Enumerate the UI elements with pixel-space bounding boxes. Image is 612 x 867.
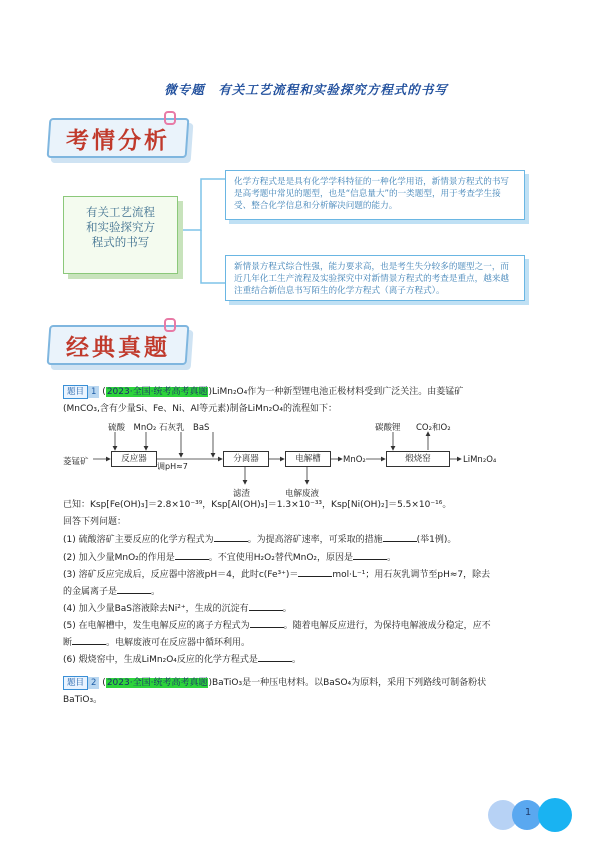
topic-box [63, 196, 178, 274]
q1-item-4: (4) 加入少量BaS溶液除去Ni²⁺，生成的沉淀有 。 [63, 601, 563, 618]
flow-separator-box: 分离器 [223, 451, 269, 467]
page-title: 微专题 有关工艺流程和实验探究方程式的书写 [164, 82, 448, 97]
q1-item-1: (1) 硫酸溶矿主要反应的化学方程式为 。为提高溶矿速率，可采取的措施 (举1例)。 [63, 532, 563, 549]
answer-blank[interactable] [175, 550, 209, 560]
flow-mno2: MnO₂ [343, 455, 366, 465]
q1-intro-line1: LiMn₂O₄作为一种新型锂电池正极材料受到广泛关注。由菱锰矿 [211, 387, 464, 397]
flow-start: 菱锰矿 [63, 457, 89, 467]
q1-item-3: (3) 溶矿反应完成后，反应器中溶液pH＝4，此时c(Fe³⁺)＝ mol·L⁻¹；用石灰乳调节至pH≈7，除去 [63, 567, 563, 584]
q1-intro: 题目 1 (2023·全国·统考高考真题)LiMn₂O₄作为一种新型锂电池正极材料受到广泛关注。由菱锰矿 [63, 384, 563, 401]
topic-line: 程式的书写 [91, 235, 150, 249]
flow-reactor-box: 反应器 [111, 451, 157, 467]
answer-blank[interactable] [72, 635, 106, 645]
q1-item-3-line2: 的金属离子是 。 [63, 584, 563, 601]
q1-item-2: (2) 加入少量MnO₂的作用是 。不宜使用H₂O₂替代MnO₂，原因是 。 [63, 550, 563, 567]
q1-answer-prompt: 回答下列问题： [63, 517, 127, 527]
analysis-point-2: 新情景方程式综合性强，能力要求高，也是考生失分较多的题型之一，而近几年化工生产流程及实验探究中对新情景方程式的考查是重点，越来越注重结合新信息书写陌生的化学方程式（离子方程式）。 [225, 255, 525, 301]
flow-waste: 电解废液 [285, 489, 320, 499]
flow-residue: 滤渣 [233, 489, 251, 499]
flow-product: LiMn₂O₄ [463, 455, 497, 465]
q2-intro-line2: BaTiO₃。 [63, 695, 103, 705]
page-number-badge [488, 798, 578, 832]
answer-blank[interactable] [249, 601, 283, 611]
topic-line: 和实验探究方 [86, 220, 155, 234]
answer-blank[interactable] [250, 618, 284, 628]
flow-cell-box: 电解槽 [285, 451, 331, 467]
paperclip-icon [162, 110, 178, 126]
page-number: 1 [524, 807, 532, 818]
analysis-banner [48, 118, 188, 158]
flow-li-top: 碳酸锂 [375, 423, 401, 433]
q1-item-6: (6) 煅烧窑中，生成LiMn₂O₄反应的化学方程式是 。 [63, 652, 563, 669]
connector-lines [176, 165, 228, 305]
q1-item-5-line2: 断 。电解废液可在反应器中循环利用。 [63, 635, 563, 652]
q1-known: 已知：Ksp[Fe(OH)₃]＝2.8×10⁻³⁹，Ksp[Al(OH)₃]＝1.3×10⁻³³，Ksp[Ni(OH)₂]＝5.5×10⁻¹⁶。 [63, 500, 452, 510]
q2-intro: 题目 2 (2023·全国·统考高考真题)BaTiO₃是一种压电材料。以BaSO₄为原料，采用下列路线可制备粉状 [63, 675, 563, 692]
answer-blank[interactable] [298, 567, 332, 577]
classic-banner-label: 经典真题 [66, 334, 170, 361]
q2-intro-line1: BaTiO₃是一种压电材料。以BaSO₄为原料，采用下列路线可制备粉状 [211, 678, 487, 688]
flow-kiln-box: 煅烧窑 [386, 451, 450, 467]
answer-blank[interactable] [383, 532, 417, 542]
topic-line: 有关工艺流程 [86, 205, 155, 219]
flow-reagents-top: 硫酸 MnO₂ 石灰乳 BaS [108, 423, 210, 433]
flow-gas-top: CO₂和O₂ [416, 423, 451, 433]
analysis-banner-label: 考情分析 [66, 127, 170, 154]
flow-ph-label: 调pH≈7 [157, 462, 188, 471]
answer-blank[interactable] [214, 532, 248, 542]
q1-source: 2023·全国·统考高考真题 [106, 387, 208, 397]
answer-blank[interactable] [353, 550, 387, 560]
q1-number: 1 [88, 386, 99, 398]
paperclip-icon [162, 317, 178, 333]
classic-banner [48, 325, 188, 365]
flow-arrows [63, 421, 503, 501]
q1-intro-line2: (MnCO₃,含有少量Si、Fe、Ni、Al等元素)制备LiMn₂O₄的流程如下： [63, 404, 337, 414]
q2-tag: 题目 [63, 676, 88, 690]
q2-source: 2023·全国·统考高考真题 [106, 678, 208, 688]
answer-blank[interactable] [117, 584, 151, 594]
analysis-point-1: 化学方程式是是具有化学学科特征的一种化学用语，新情景方程式的书写是高考题中常见的题型，也是“信息量大”的一类题型，用于考查学生接受、整合化学信息和分析解决问题的能力。 [225, 170, 525, 220]
answer-blank[interactable] [258, 652, 292, 662]
q2-number: 2 [88, 677, 99, 689]
process-flow-diagram [63, 421, 563, 501]
q1-item-5: (5) 在电解槽中，发生电解反应的离子方程式为 。随着电解反应进行，为保持电解液成分稳定，应不 [63, 618, 563, 635]
q1-tag: 题目 [63, 385, 88, 399]
